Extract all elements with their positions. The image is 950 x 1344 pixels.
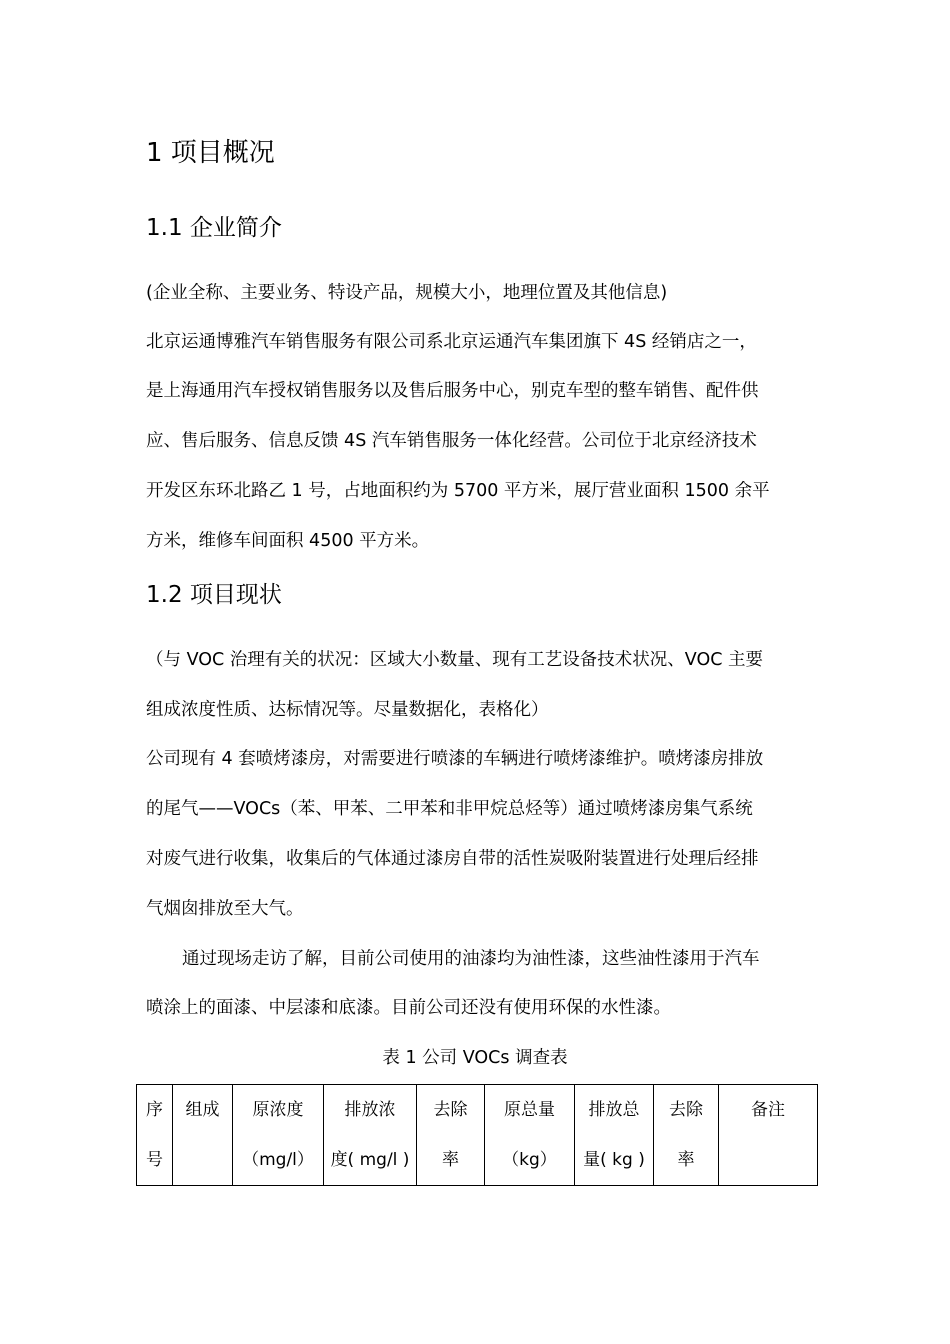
section-1-1-line: 方米，维修车间面积 4500 平方米。 — [146, 531, 430, 551]
section-1-2-line: 的尾气——VOCs（苯、甲苯、二甲苯和非甲烷总烃等）通过喷烤漆房集气系统 — [146, 799, 753, 819]
section-1-title: 1 项目概况 — [146, 138, 275, 168]
section-1-2-paragraph-indented: 通过现场走访了解，目前公司使用的油漆均为油性漆，这些油性漆用于汽车 — [182, 949, 760, 969]
header-emission-total: 排放总 量( kg ) — [575, 1085, 654, 1186]
header-original-concentration: 原浓度 （mg/l） — [233, 1085, 324, 1186]
header-removal-rate-2: 去除 率 — [654, 1085, 719, 1186]
table-header-row — [137, 1085, 818, 1186]
section-1-2-title: 1.2 项目现状 — [146, 582, 282, 608]
section-1-2-line: 公司现有 4 套喷烤漆房，对需要进行喷漆的车辆进行喷烤漆维护。喷烤漆房排放 — [146, 749, 764, 769]
section-1-2-note: 组成浓度性质、达标情况等。尽量数据化，表格化） — [146, 700, 549, 720]
header-composition: 组成 — [173, 1085, 233, 1186]
section-1-1-line: 应、售后服务、信息反馈 4S 汽车销售服务一体化经营。公司位于北京经济技术 — [146, 431, 757, 451]
header-remarks: 备注 — [719, 1085, 818, 1186]
section-1-2-line: 喷涂上的面漆、中层漆和底漆。目前公司还没有使用环保的水性漆。 — [146, 998, 671, 1018]
section-1-1-line: 开发区东环北路乙 1 号，占地面积约为 5700 平方米，展厅营业面积 1500 余平 — [146, 481, 770, 501]
section-1-1-line: 北京运通博雅汽车销售服务有限公司系北京运通汽车集团旗下 4S 经销店之一， — [146, 332, 757, 352]
section-1-2-note: （与 VOC 治理有关的状况：区域大小数量、现有工艺设备技术状况、VOC 主要 — [146, 650, 764, 670]
section-1-1-title: 1.1 企业简介 — [146, 215, 282, 241]
section-1-1-line: 是上海通用汽车授权销售服务以及售后服务中心，别克车型的整车销售、配件供 — [146, 381, 759, 401]
table-caption: 表 1 公司 VOCs 调查表 — [382, 1048, 568, 1068]
header-emission-concentration: 排放浓 度( mg/l ) — [324, 1085, 417, 1186]
section-1-2-line: 对废气进行收集，收集后的气体通过漆房自带的活性炭吸附装置进行处理后经排 — [146, 849, 759, 869]
section-1-2-line: 气烟囱排放至大气。 — [146, 899, 304, 919]
header-removal-rate: 去除 率 — [417, 1085, 485, 1186]
section-1-1-note: (企业全称、主要业务、特设产品，规模大小，地理位置及其他信息) — [146, 283, 668, 303]
header-serial-number: 序 号 — [137, 1085, 173, 1186]
vocs-survey-table — [136, 1084, 818, 1186]
header-original-total: 原总量 （kg） — [485, 1085, 575, 1186]
